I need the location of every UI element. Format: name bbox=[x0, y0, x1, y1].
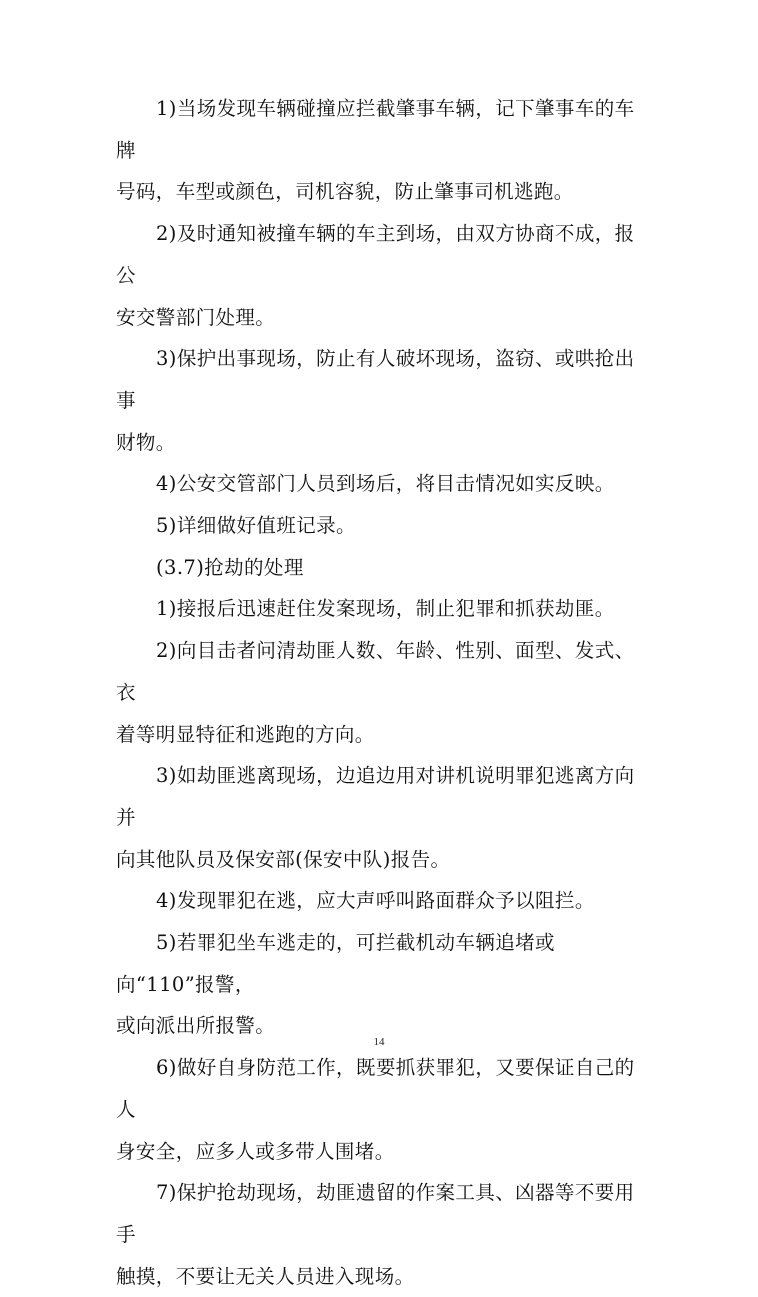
paragraph-13 bbox=[116, 1172, 652, 1297]
section-heading-text: (3.7)抢劫的处理 bbox=[156, 555, 304, 579]
paragraph-7 bbox=[116, 588, 652, 630]
paragraph-2 bbox=[116, 213, 652, 338]
paragraph-12-line-1: 6)做好自身防范工作，既要抓获罪犯，又要保证自己的人 bbox=[116, 1056, 635, 1121]
paragraph-2-line-1: 2)及时通知被撞车辆的车主到场，由双方协商不成，报公 bbox=[116, 222, 635, 287]
paragraph-5-line-1: 5)详细做好值班记录。 bbox=[156, 514, 356, 538]
paragraph-8 bbox=[116, 630, 652, 755]
paragraph-10-line-1: 4)发现罪犯在逃，应大声呼叫路面群众予以阻拦。 bbox=[156, 889, 595, 913]
paragraph-4 bbox=[116, 463, 652, 505]
paragraph-11 bbox=[116, 922, 652, 1047]
paragraph-11-line-1: 5)若罪犯坐车逃走的，可拦截机动车辆追堵或向“110”报警， bbox=[116, 931, 555, 996]
paragraph-1-line-2: 号码，车型或颜色，司机容貌，防止肇事司机逃跑。 bbox=[116, 180, 574, 204]
paragraph-1 bbox=[116, 88, 652, 213]
paragraph-9-line-1: 3)如劫匪逃离现场，边追边用对讲机说明罪犯逃离方向并 bbox=[116, 764, 635, 829]
paragraph-12 bbox=[116, 1047, 652, 1172]
paragraph-2-line-2: 安交警部门处理。 bbox=[116, 305, 276, 329]
paragraph-12-line-2: 身安全，应多人或多带人围堵。 bbox=[116, 1139, 395, 1163]
paragraph-13-line-2: 触摸，不要让无关人员进入现场。 bbox=[116, 1264, 415, 1288]
paragraph-4-line-1: 4)公安交管部门人员到场后，将目击情况如实反映。 bbox=[156, 472, 615, 496]
document-body bbox=[116, 88, 652, 1297]
paragraph-3 bbox=[116, 338, 652, 463]
paragraph-10 bbox=[116, 880, 652, 922]
paragraph-8-line-1: 2)向目击者问清劫匪人数、年龄、性别、面型、发式、衣 bbox=[116, 639, 635, 704]
paragraph-3-line-1: 3)保护出事现场，防止有人破坏现场，盗窃、或哄抢出事 bbox=[116, 347, 635, 412]
paragraph-13-line-1: 7)保护抢劫现场，劫匪遗留的作案工具、凶器等不要用手 bbox=[116, 1181, 635, 1246]
paragraph-11-line-2: 或向派出所报警。 bbox=[116, 1014, 276, 1038]
paragraph-9 bbox=[116, 755, 652, 880]
page-number: 14 bbox=[373, 1036, 385, 1048]
section-heading-3-7 bbox=[116, 547, 652, 589]
paragraph-5 bbox=[116, 505, 652, 547]
paragraph-1-line-1: 1)当场发现车辆碰撞应拦截肇事车辆，记下肇事车的车牌 bbox=[116, 97, 635, 162]
paragraph-7-line-1: 1)接报后迅速赶住发案现场，制止犯罪和抓获劫匪。 bbox=[156, 597, 615, 621]
paragraph-3-line-2: 财物。 bbox=[116, 430, 176, 454]
paragraph-8-line-2: 着等明显特征和逃跑的方向。 bbox=[116, 722, 375, 746]
paragraph-9-line-2: 向其他队员及保安部(保安中队)报告。 bbox=[116, 847, 451, 871]
